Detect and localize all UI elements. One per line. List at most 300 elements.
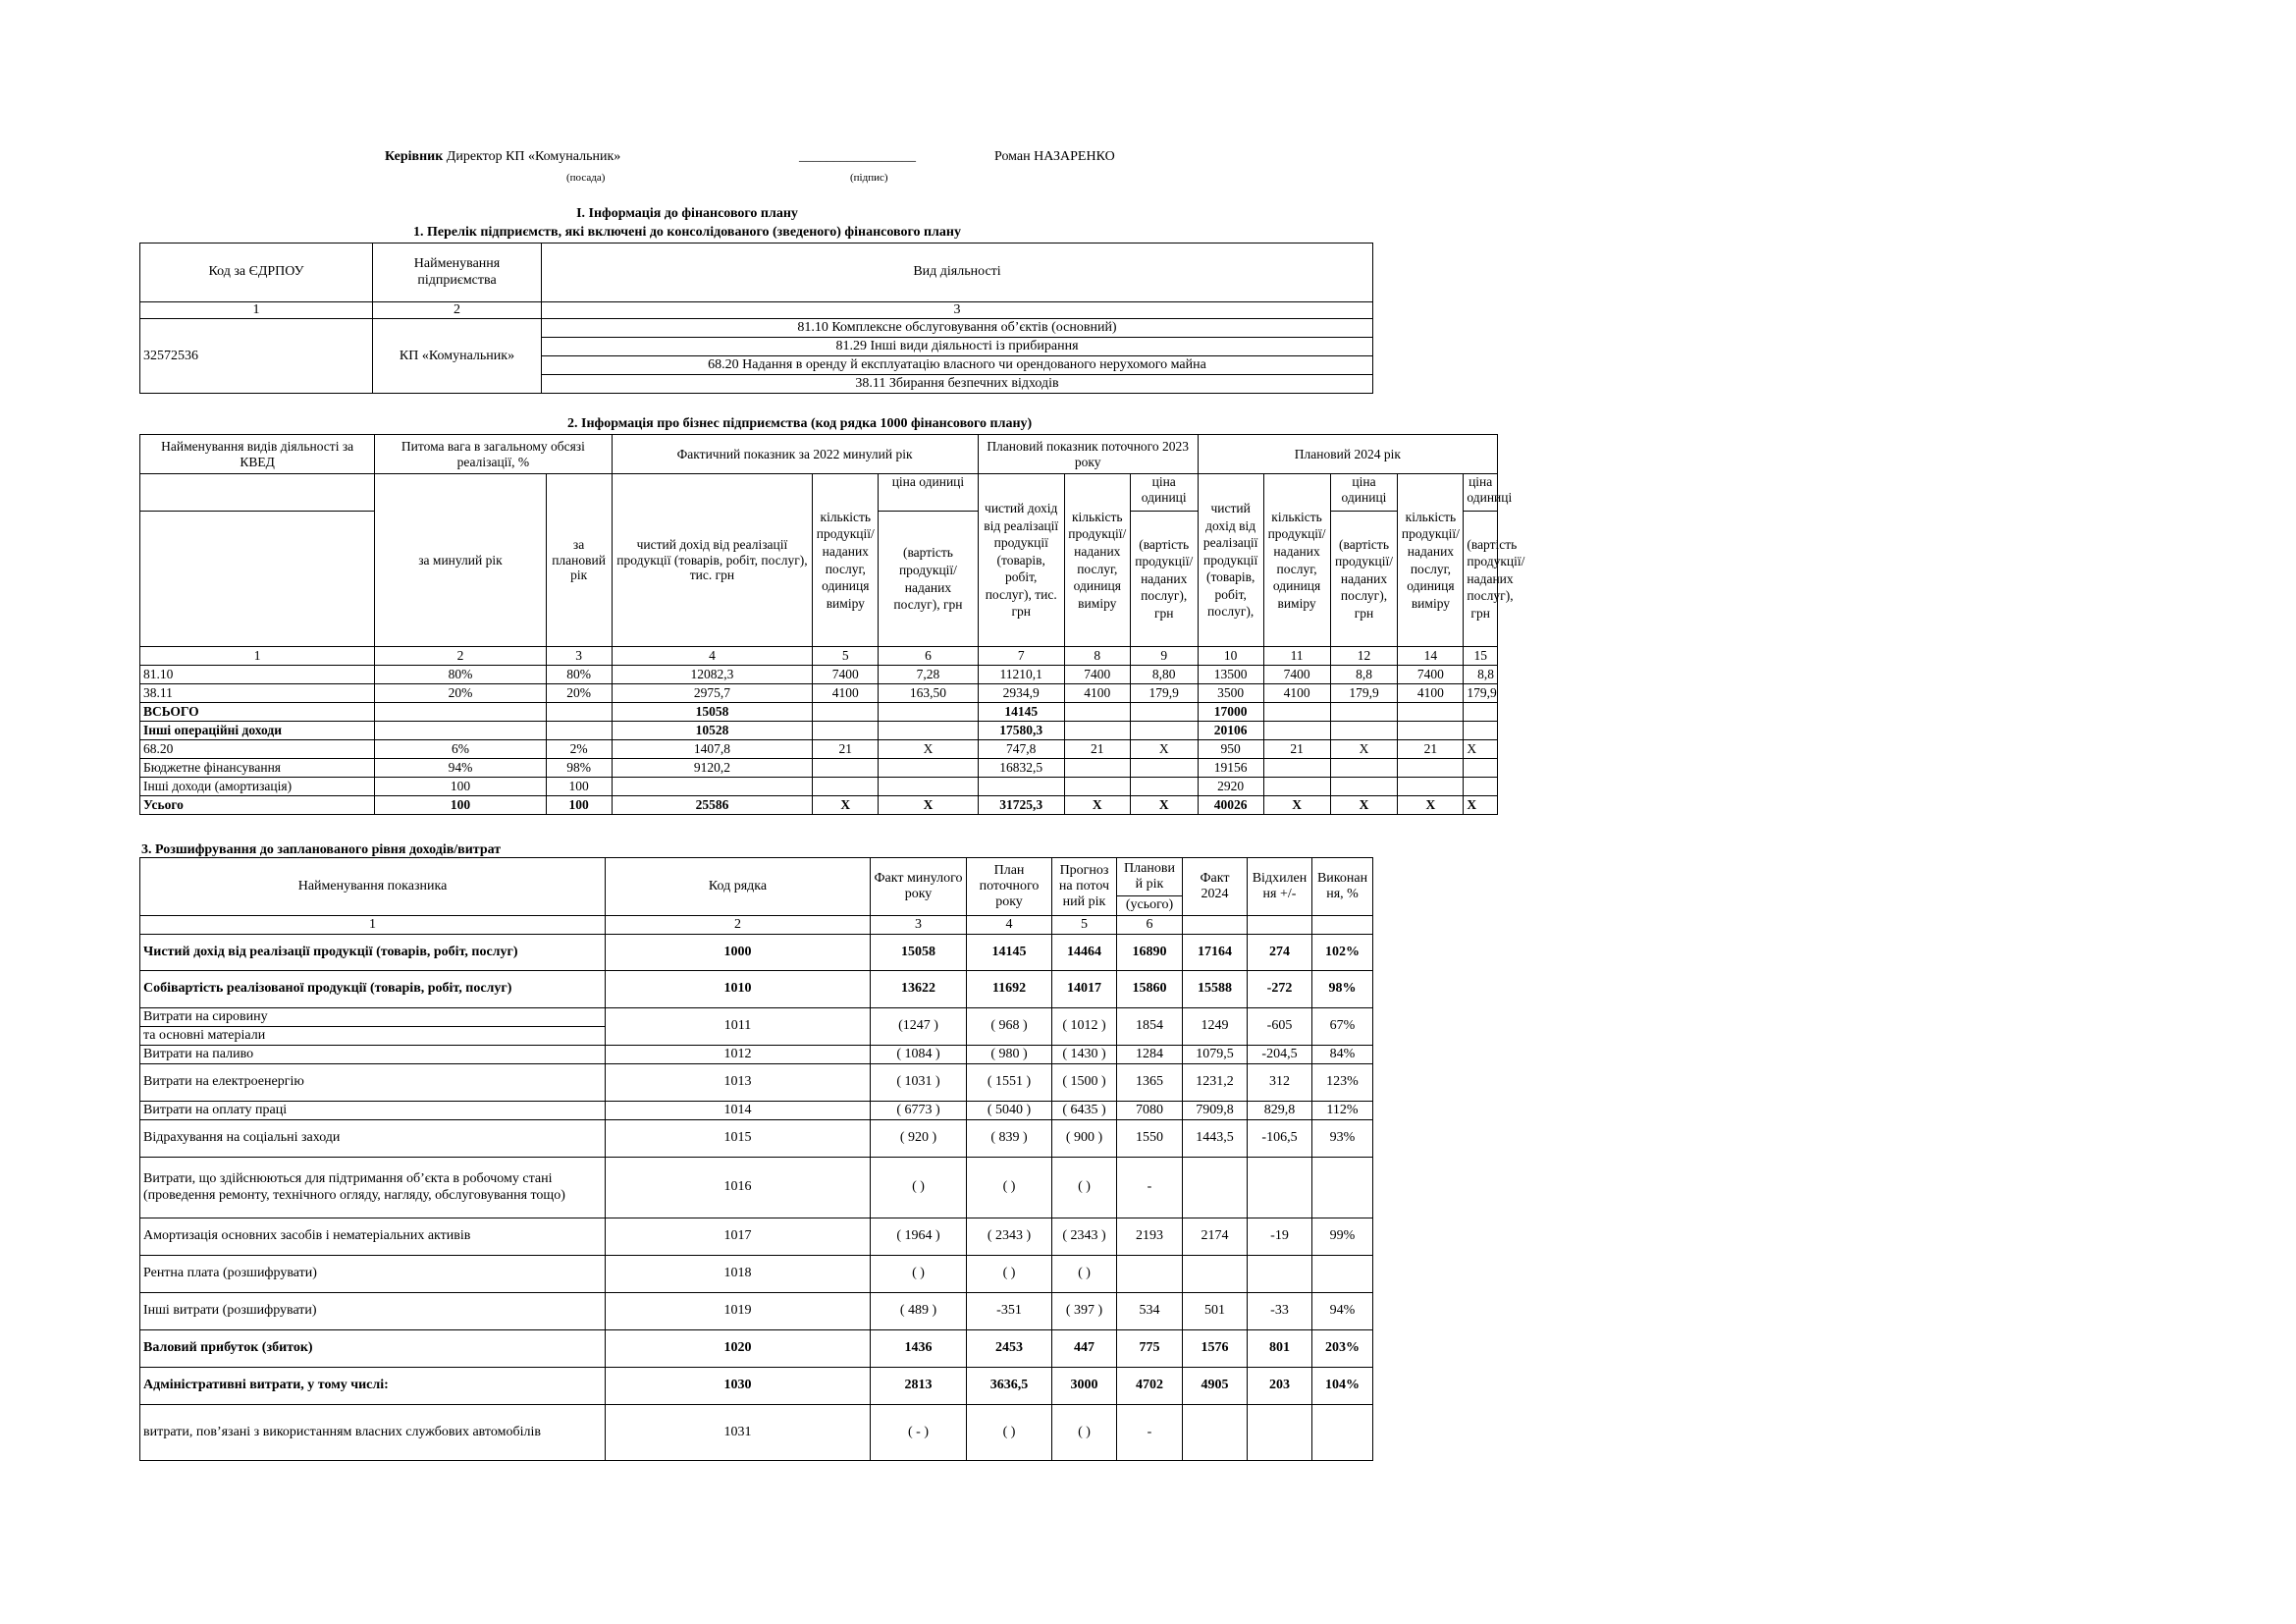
business-cell	[1464, 778, 1498, 796]
business-cell: 12082,3	[612, 666, 813, 684]
head-position	[385, 149, 620, 165]
header-income: чистий дохід від реалізації продукції (товарів, робіт, послуг), тис. грн	[978, 474, 1064, 647]
indicator-value	[1248, 1158, 1312, 1218]
header-income: чистий дохід від реалізації продукції (товарів, робіт, послуг), тис. грн	[612, 474, 813, 647]
business-cell	[1130, 722, 1198, 740]
business-cell	[1130, 703, 1198, 722]
business-cell: 100	[375, 778, 546, 796]
kved-name: 68.20	[140, 740, 375, 759]
indicator-value: 93%	[1312, 1120, 1373, 1158]
indicator-value: 2174	[1183, 1218, 1248, 1256]
col-number: 10	[1198, 647, 1263, 666]
indicator-value: 203%	[1312, 1330, 1373, 1368]
col-number: 1	[140, 647, 375, 666]
business-cell: Х	[1464, 796, 1498, 815]
activity-item: 68.20 Надання в оренду й експлуатацію власного чи орендованого нерухомого майна	[542, 356, 1373, 375]
indicator-value: ( 900 )	[1052, 1120, 1117, 1158]
col-number: 15	[1464, 647, 1498, 666]
header-planned-sub: (усього)	[1117, 896, 1183, 916]
business-cell: 7400	[1398, 666, 1464, 684]
indicator-value: 829,8	[1248, 1102, 1312, 1120]
col-number: 6	[879, 647, 978, 666]
indicator-value	[1117, 1256, 1183, 1293]
income-expense-table	[139, 857, 1373, 1461]
header-price-value: (вартість продукції/ наданих послуг), грн	[1130, 512, 1198, 647]
indicator-value: 4905	[1183, 1368, 1248, 1405]
business-cell: Х	[1330, 740, 1398, 759]
business-cell	[1398, 778, 1464, 796]
header-plan-2024: Плановий 2024 рік	[1198, 435, 1497, 474]
business-cell: 950	[1198, 740, 1263, 759]
business-table	[139, 434, 1525, 815]
indicator-name	[140, 1008, 606, 1046]
business-row	[140, 796, 1498, 815]
header-qty: кількість продукції/ наданих послуг, одиниця виміру	[1064, 474, 1130, 647]
head-label: Керівник	[385, 149, 444, 164]
business-cell	[1064, 722, 1130, 740]
indicator-value: -19	[1248, 1218, 1312, 1256]
indicator-value: 1443,5	[1183, 1120, 1248, 1158]
business-cell: Х	[1130, 740, 1198, 759]
indicator-value: ( 5040 )	[967, 1102, 1052, 1120]
indicator-row	[140, 1158, 1373, 1218]
indicator-value	[1312, 1405, 1373, 1461]
business-cell	[1064, 778, 1130, 796]
business-cell	[1464, 703, 1498, 722]
indicator-row	[140, 1102, 1373, 1120]
business-cell	[1464, 759, 1498, 778]
indicator-value: 11692	[967, 971, 1052, 1008]
business-cell: 100	[546, 778, 612, 796]
section1-subtitle: 1. Перелік підприємств, які включені до консолідованого (зведеного) фінансового плану	[413, 225, 961, 240]
header-execution: Виконан ня, %	[1312, 858, 1373, 916]
indicator-name: Валовий прибуток (збиток)	[140, 1330, 606, 1368]
col-number: 2	[606, 916, 871, 935]
indicator-name: Рентна плата (розшифрувати)	[140, 1256, 606, 1293]
business-cell: Х	[813, 796, 879, 815]
business-cell: 14145	[978, 703, 1064, 722]
indicator-value	[1183, 1256, 1248, 1293]
indicator-row	[140, 1064, 1373, 1102]
indicator-name: витрати, пов’язані з використанням власних службових автомобілів	[140, 1405, 606, 1461]
business-cell: 2934,9	[978, 684, 1064, 703]
col-number: 4	[967, 916, 1052, 935]
col-number: 1	[140, 916, 606, 935]
business-cell	[375, 703, 546, 722]
business-cell: 2%	[546, 740, 612, 759]
indicator-value: 1436	[871, 1330, 967, 1368]
indicator-row	[140, 1368, 1373, 1405]
business-cell	[1464, 722, 1498, 740]
indicator-value: ( 489 )	[871, 1293, 967, 1330]
indicator-value: ( 1031 )	[871, 1064, 967, 1102]
business-cell: 20%	[375, 684, 546, 703]
business-cell: Х	[1263, 796, 1330, 815]
indicator-value: 94%	[1312, 1293, 1373, 1330]
col-number: 6	[1117, 916, 1183, 935]
row-code: 1011	[606, 1008, 871, 1046]
row-code: 1019	[606, 1293, 871, 1330]
indicator-value	[1312, 1256, 1373, 1293]
business-cell: 7400	[1263, 666, 1330, 684]
col-number: 12	[1330, 647, 1398, 666]
indicator-value: 2453	[967, 1330, 1052, 1368]
indicator-value: 1231,2	[1183, 1064, 1248, 1102]
row-code: 1010	[606, 971, 871, 1008]
business-cell: 21	[1263, 740, 1330, 759]
indicator-value: 112%	[1312, 1102, 1373, 1120]
indicator-value: 104%	[1312, 1368, 1373, 1405]
indicator-value: (1247 )	[871, 1008, 967, 1046]
business-row	[140, 778, 1498, 796]
indicator-name: Собівартість реалізованої продукції (товарів, робіт, послуг)	[140, 971, 606, 1008]
indicator-value: -351	[967, 1293, 1052, 1330]
indicator-value: -204,5	[1248, 1046, 1312, 1064]
business-cell: 11210,1	[978, 666, 1064, 684]
indicator-row	[140, 935, 1373, 971]
header-qty: кількість продукції/ наданих послуг, одиниця виміру	[1398, 474, 1464, 647]
row-code: 1015	[606, 1120, 871, 1158]
business-cell: 31725,3	[978, 796, 1064, 815]
row-code: 1013	[606, 1064, 871, 1102]
indicator-value: 98%	[1312, 971, 1373, 1008]
business-cell	[813, 759, 879, 778]
business-cell: 7400	[813, 666, 879, 684]
edrpou-code: 32572536	[140, 319, 373, 394]
header-indicator-name: Найменування показника	[140, 858, 606, 916]
indicator-value: 1576	[1183, 1330, 1248, 1368]
indicator-name: Чистий дохід від реалізації продукції (товарів, робіт, послуг)	[140, 935, 606, 971]
indicator-value: ( )	[1052, 1405, 1117, 1461]
indicator-value: ( )	[1052, 1158, 1117, 1218]
row-code: 1012	[606, 1046, 871, 1064]
col-number: 2	[373, 302, 542, 319]
indicator-row	[140, 1330, 1373, 1368]
indicator-value: 14017	[1052, 971, 1117, 1008]
indicator-name: Інші витрати (розшифрувати)	[140, 1293, 606, 1330]
business-cell	[978, 778, 1064, 796]
header-price-unit: ціна одиниці	[879, 474, 978, 512]
indicator-row	[140, 1293, 1373, 1330]
section3-title: 3. Розшифрування до запланованого рівня доходів/витрат	[141, 842, 502, 857]
row-code: 1031	[606, 1405, 871, 1461]
business-cell: 94%	[375, 759, 546, 778]
section1-title: I. Інформація до фінансового плану	[576, 206, 798, 221]
business-cell: Х	[879, 796, 978, 815]
header-kved: Найменування видів діяльності за КВЕД	[140, 435, 375, 474]
business-cell: 21	[1398, 740, 1464, 759]
col-number: 1	[140, 302, 373, 319]
business-cell	[546, 722, 612, 740]
indicator-value	[1183, 1405, 1248, 1461]
enterprises-table	[139, 243, 1373, 394]
col-number: 11	[1263, 647, 1330, 666]
indicator-value: -106,5	[1248, 1120, 1312, 1158]
kved-name: Інші доходи (амортизація)	[140, 778, 375, 796]
indicator-value: ( 397 )	[1052, 1293, 1117, 1330]
business-cell: 2975,7	[612, 684, 813, 703]
business-cell: 4100	[1263, 684, 1330, 703]
business-cell	[813, 703, 879, 722]
header-qty: кількість продукції/ наданих послуг, одиниця виміру	[1263, 474, 1330, 647]
indicator-value: ( 6435 )	[1052, 1102, 1117, 1120]
business-cell	[1330, 778, 1398, 796]
business-cell: Х	[1330, 796, 1398, 815]
business-cell: 7400	[1064, 666, 1130, 684]
indicator-value: 775	[1117, 1330, 1183, 1368]
col-number: 2	[375, 647, 546, 666]
indicator-value: 1249	[1183, 1008, 1248, 1046]
business-cell	[1064, 703, 1130, 722]
indicator-value: ( 2343 )	[1052, 1218, 1117, 1256]
business-cell: 1407,8	[612, 740, 813, 759]
indicator-value: ( 1012 )	[1052, 1008, 1117, 1046]
indicator-value: 801	[1248, 1330, 1312, 1368]
indicator-value: 3636,5	[967, 1368, 1052, 1405]
business-cell	[1130, 778, 1198, 796]
indicator-value: 15058	[871, 935, 967, 971]
business-cell	[1263, 778, 1330, 796]
indicator-value: 84%	[1312, 1046, 1373, 1064]
indicator-name: Витрати на оплату праці	[140, 1102, 606, 1120]
business-cell	[1330, 759, 1398, 778]
header-price-value: (вартість продукції/ наданих послуг), грн	[1464, 512, 1498, 647]
business-cell: 20106	[1198, 722, 1263, 740]
indicator-value: -	[1117, 1405, 1183, 1461]
col-number: 4	[612, 647, 813, 666]
business-cell	[879, 703, 978, 722]
activity-item: 38.11 Збирання безпечних відходів	[542, 375, 1373, 394]
header-qty: кількість продукції/ наданих послуг, одиниця виміру	[813, 474, 879, 647]
business-cell	[1330, 703, 1398, 722]
indicator-value: ( )	[967, 1158, 1052, 1218]
indicator-value: ( )	[871, 1158, 967, 1218]
business-row	[140, 740, 1498, 759]
indicator-value: 17164	[1183, 935, 1248, 971]
business-cell	[1263, 722, 1330, 740]
business-cell: 15058	[612, 703, 813, 722]
business-cell	[879, 759, 978, 778]
indicator-value: 274	[1248, 935, 1312, 971]
col-number: 14	[1398, 647, 1464, 666]
header-fact-2022: Фактичний показник за 2022 минулий рік	[612, 435, 978, 474]
indicator-value: 1284	[1117, 1046, 1183, 1064]
header-plan-year: за плановий рік	[546, 474, 612, 647]
business-row	[140, 666, 1498, 684]
col-number: 5	[813, 647, 879, 666]
business-cell: Х	[1064, 796, 1130, 815]
indicator-value: 447	[1052, 1330, 1117, 1368]
indicator-value: ( )	[871, 1256, 967, 1293]
business-cell: 6%	[375, 740, 546, 759]
business-cell: 98%	[546, 759, 612, 778]
business-cell: 179,9	[1330, 684, 1398, 703]
kved-name: 81.10	[140, 666, 375, 684]
header-price-unit: ціна одиниці	[1330, 474, 1398, 512]
indicator-name: Відрахування на соціальні заходи	[140, 1120, 606, 1158]
col-header-enterprise-name: Найменування підприємства	[373, 244, 542, 302]
kved-name: Інші операційні доходи	[140, 722, 375, 740]
head-position-text: Директор КП «Комунальник»	[446, 149, 621, 164]
business-cell	[375, 722, 546, 740]
indicator-value: 2813	[871, 1368, 967, 1405]
enterprise-name: КП «Комунальник»	[373, 319, 542, 394]
business-cell	[879, 778, 978, 796]
indicator-value: 123%	[1312, 1064, 1373, 1102]
indicator-value	[1312, 1158, 1373, 1218]
indicator-row	[140, 1008, 1373, 1046]
header-planned-year: Планови й рік	[1117, 858, 1183, 896]
business-cell: 80%	[546, 666, 612, 684]
business-cell	[1263, 703, 1330, 722]
row-code: 1018	[606, 1256, 871, 1293]
business-cell: Х	[1130, 796, 1198, 815]
business-cell: 179,9	[1464, 684, 1498, 703]
indicator-value: ( 920 )	[871, 1120, 967, 1158]
col-number: 7	[978, 647, 1064, 666]
col-number: 8	[1064, 647, 1130, 666]
indicator-value: ( 968 )	[967, 1008, 1052, 1046]
business-cell: 4100	[1064, 684, 1130, 703]
business-cell: 25586	[612, 796, 813, 815]
header-price-value: (вартість продукції/ наданих послуг), грн	[1330, 512, 1398, 647]
business-cell: 7,28	[879, 666, 978, 684]
indicator-value: 99%	[1312, 1218, 1373, 1256]
header-row-code: Код рядка	[606, 858, 871, 916]
indicator-value: 1854	[1117, 1008, 1183, 1046]
business-row	[140, 722, 1498, 740]
business-cell: Х	[1398, 796, 1464, 815]
kved-name: Бюджетне фінансування	[140, 759, 375, 778]
indicator-name-line: та основні матеріали	[143, 1028, 266, 1043]
business-cell: 17000	[1198, 703, 1263, 722]
business-cell: 21	[813, 740, 879, 759]
business-row	[140, 684, 1498, 703]
row-code: 1016	[606, 1158, 871, 1218]
indicator-value: -272	[1248, 971, 1312, 1008]
indicator-value: 16890	[1117, 935, 1183, 971]
indicator-name: Витрати на паливо	[140, 1046, 606, 1064]
indicator-row	[140, 1405, 1373, 1461]
col-number: 5	[1052, 916, 1117, 935]
business-cell: 100	[375, 796, 546, 815]
business-cell: 16832,5	[978, 759, 1064, 778]
indicator-value: ( )	[967, 1256, 1052, 1293]
signature-line: _________________	[799, 149, 916, 164]
section2-title: 2. Інформація про бізнес підприємства (код рядка 1000 фінансового плану)	[567, 416, 1033, 431]
indicator-value: ( 1084 )	[871, 1046, 967, 1064]
header-deviation: Відхилен ня +/-	[1248, 858, 1312, 916]
indicator-name: Адміністративні витрати, у тому числі:	[140, 1368, 606, 1405]
header-income: чистий дохід від реалізації продукції (товарів, робіт, послуг),	[1198, 474, 1263, 647]
business-cell	[1064, 759, 1130, 778]
indicator-value: ( - )	[871, 1405, 967, 1461]
indicator-value: ( 2343 )	[967, 1218, 1052, 1256]
business-cell: 2920	[1198, 778, 1263, 796]
business-cell: 10528	[612, 722, 813, 740]
business-cell	[813, 722, 879, 740]
header-share: Питома вага в загальному обсязі реалізації, %	[375, 435, 612, 474]
indicator-value: -605	[1248, 1008, 1312, 1046]
indicator-value: ( 839 )	[967, 1120, 1052, 1158]
indicator-value: ( 1500 )	[1052, 1064, 1117, 1102]
business-cell: 179,9	[1130, 684, 1198, 703]
indicator-value: 13622	[871, 971, 967, 1008]
business-cell	[1263, 759, 1330, 778]
business-cell	[879, 722, 978, 740]
indicator-value: 1550	[1117, 1120, 1183, 1158]
business-cell: 13500	[1198, 666, 1263, 684]
business-cell: Х	[879, 740, 978, 759]
indicator-value: 67%	[1312, 1008, 1373, 1046]
col-header-edrpou: Код за ЄДРПОУ	[140, 244, 373, 302]
header-plan-cur: План поточного року	[967, 858, 1052, 916]
indicator-row	[140, 971, 1373, 1008]
indicator-value: 14145	[967, 935, 1052, 971]
indicator-value: ( )	[967, 1405, 1052, 1461]
indicator-name-line: Витрати на сировину	[140, 1008, 605, 1027]
indicator-value: ( 1964 )	[871, 1218, 967, 1256]
indicator-value: 1365	[1117, 1064, 1183, 1102]
business-cell: 19156	[1198, 759, 1263, 778]
kved-name: 38.11	[140, 684, 375, 703]
business-cell	[1130, 759, 1198, 778]
indicator-value: 14464	[1052, 935, 1117, 971]
row-code: 1000	[606, 935, 871, 971]
business-cell	[1398, 722, 1464, 740]
business-cell: 163,50	[879, 684, 978, 703]
business-cell: 3500	[1198, 684, 1263, 703]
header-price-unit: ціна одиниці	[1464, 474, 1498, 512]
row-code: 1020	[606, 1330, 871, 1368]
indicator-value: ( 980 )	[967, 1046, 1052, 1064]
indicator-value: ( 1430 )	[1052, 1046, 1117, 1064]
business-cell	[813, 778, 879, 796]
column-number-row	[140, 647, 1498, 666]
indicator-row	[140, 1218, 1373, 1256]
indicator-row	[140, 1046, 1373, 1064]
business-row	[140, 759, 1498, 778]
indicator-name: Витрати, що здійснюються для підтримання об’єкта в робочому стані (проведення ремонту, технічного огляду, нагляду, обслуговування тощо)	[140, 1158, 606, 1218]
indicator-name: Амортизація основних засобів і нематеріальних активів	[140, 1218, 606, 1256]
indicator-value: 2193	[1117, 1218, 1183, 1256]
indicator-value	[1248, 1405, 1312, 1461]
indicator-value: ( 1551 )	[967, 1064, 1052, 1102]
indicator-value: 7080	[1117, 1102, 1183, 1120]
business-cell: 80%	[375, 666, 546, 684]
activity-item: 81.29 Інші види діяльності із прибирання	[542, 338, 1373, 356]
business-cell	[1398, 703, 1464, 722]
business-row	[140, 703, 1498, 722]
business-cell: 8,80	[1130, 666, 1198, 684]
indicator-value	[1248, 1256, 1312, 1293]
activity-item: 81.10 Комплексне обслуговування об’єктів (основний)	[542, 319, 1373, 338]
kved-name: Усього	[140, 796, 375, 815]
indicator-value: ( 6773 )	[871, 1102, 967, 1120]
business-cell: 100	[546, 796, 612, 815]
indicator-value: 7909,8	[1183, 1102, 1248, 1120]
kved-name: ВСЬОГО	[140, 703, 375, 722]
business-cell: 9120,2	[612, 759, 813, 778]
indicator-value: 1079,5	[1183, 1046, 1248, 1064]
business-cell: 40026	[1198, 796, 1263, 815]
header-prev-year: за минулий рік	[375, 474, 546, 647]
business-cell: 4100	[1398, 684, 1464, 703]
header-forecast: Прогноз на поточ ний рік	[1052, 858, 1117, 916]
header-price-value: (вартість продукції/ наданих послуг), грн	[879, 512, 978, 647]
indicator-value	[1183, 1158, 1248, 1218]
signature-caption: (підпис)	[850, 172, 888, 184]
